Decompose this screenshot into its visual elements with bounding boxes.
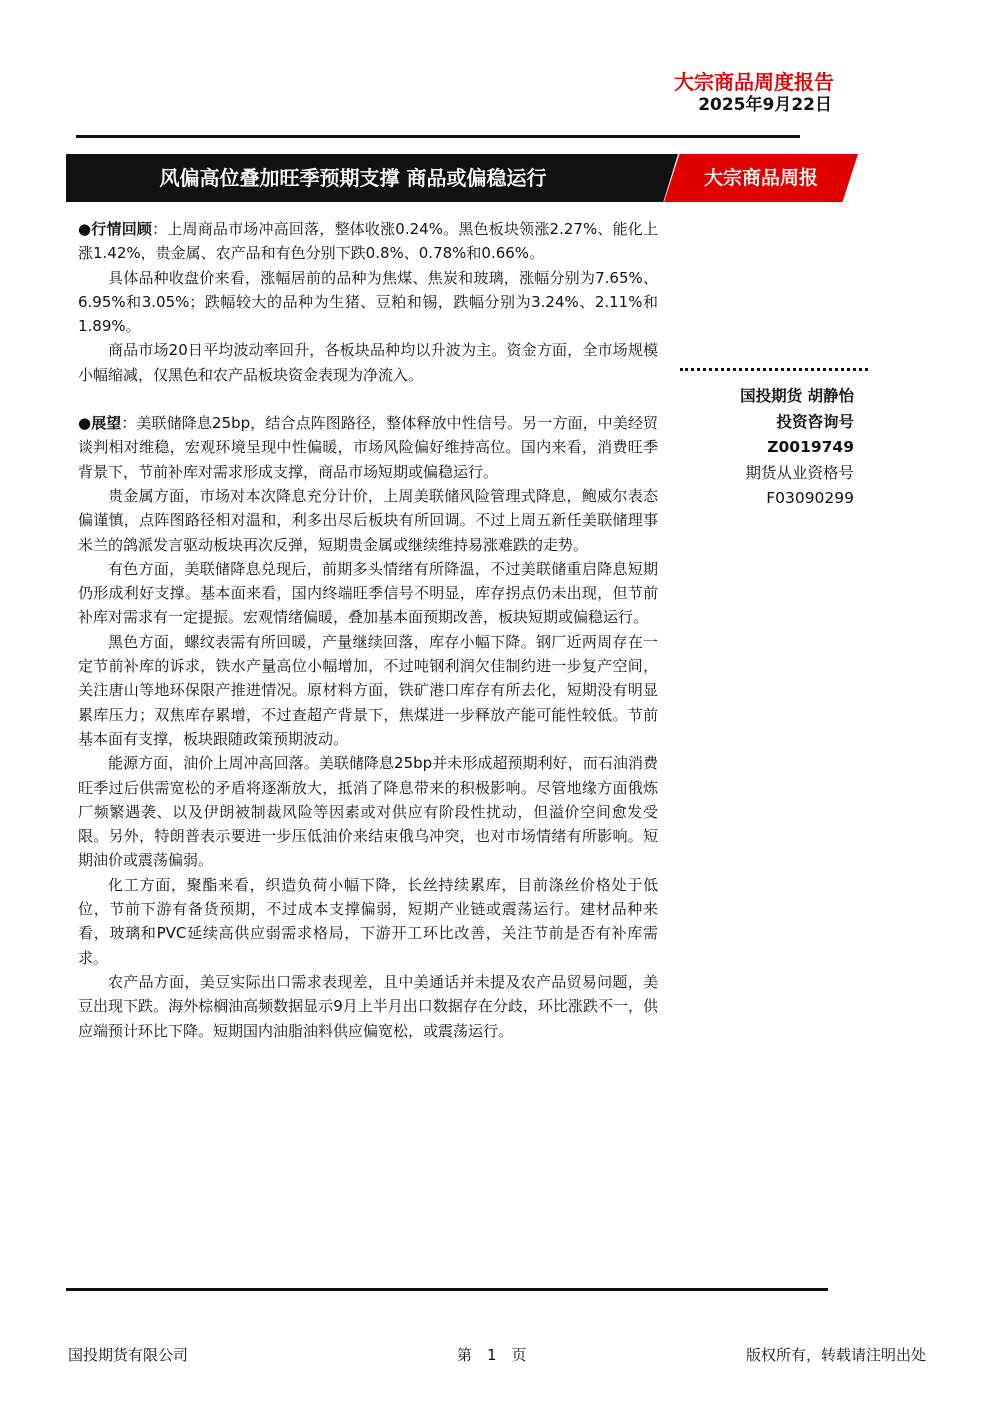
bottom-divider [66, 1288, 828, 1291]
outlook-paragraph-7: 农产品方面，美豆实际出口需求表现差，且中美通话并未提及农产品贸易问题，美豆出现下跌。海外棕榈油高频数据显示9月上半月出口数据存在分歧，环比涨跌不一，供应端预计环比下降。短期国内油脂油料供应偏宽松，或震荡运行。 [78, 972, 658, 1040]
section-tag-label: 大宗商品周报 [703, 167, 818, 189]
report-date: 2025年9月22日 [698, 95, 832, 115]
author-company: 国投期货 胡静怡 [740, 387, 854, 405]
footer-company: 国投期货有限公司 [68, 1346, 189, 1364]
qualification-number: F03090299 [766, 489, 854, 507]
consult-label: 投资咨询号 [776, 412, 854, 431]
consult-number: Z0019749 [767, 438, 854, 456]
review-paragraph-3: 商品市场20日平均波动率回升，各板块品种均以升波为主。资金方面，全市场规模小幅缩减，仅黑色和农产品板块资金表现为净流入。 [78, 341, 658, 384]
outlook-paragraph-1 [78, 411, 658, 484]
outlook-paragraph-4: 黑色方面，螺纹表需有所回暖，产量继续回落，库存小幅下降。钢厂近两周存在一定节前补库的诉求，铁水产量高位小幅增加，不过吨钢利润欠佳制约进一步复产空间，关注唐山等地环保限产推进情况。原材料方面，铁矿港口库存有所去化，短期没有明显累库压力；双焦库存累增，不过查超产背景下，焦煤进一步释放产能可能性较低。节前基本面有支撑，板块跟随政策预期波动。 [78, 632, 658, 748]
outlook-paragraph-5: 能源方面，油价上周冲高回落。美联储降息25bp并未形成超预期利好，而石油消费旺季过后供需宽松的矛盾将逐渐放大，抵消了降息带来的积极影响。尽管地缘方面俄炼厂频繁遇袭、以及伊朗被制裁风险等因素或对供应有阶段性扰动，但溢价空间愈发受限。另外，特朗普表示要进一步压低油价来结束俄乌冲突，也对市场情绪有所影响。短期油价或震荡偏弱。 [78, 754, 658, 870]
section-gap [78, 387, 658, 411]
page-number: 第 1 页 [457, 1346, 527, 1364]
report-name: 大宗商品周度报告 [674, 70, 834, 94]
outlook-text-1: ：美联储降息25bp，结合点阵图路径，整体释放中性信号。另一方面，中美经贸谈判相对维稳，宏观环境呈现中性偏暖，市场风险偏好维持高位。国内来看，消费旺季背景下，节前补库对需求形成支撑，商品市场短期或偏稳运行。 [78, 414, 658, 481]
review-text-1: ：上周商品市场冲高回落，整体收涨0.24%。黑色板块领涨2.27%、能化上涨1.42%，贵金属、农产品和有色分别下跌0.8%、0.78%和0.66%。 [78, 220, 658, 263]
review-lead: ●行情回顾 [78, 220, 153, 238]
report-body [78, 217, 658, 1043]
outlook-paragraph-6: 化工方面，聚酯来看，织造负荷小幅下降，长丝持续累库，目前涤丝价格处于低位，节前下游有备货预期，不过成本支撑偏弱，短期产业链或震荡运行。建材品种来看，玻璃和PVC延续高供应弱需求格局，下游开工环比改善，关注节前是否有补库需求。 [78, 875, 658, 967]
outlook-paragraph-2: 贵金属方面，市场对本次降息充分计价，上周美联储风险管理式降息，鲍威尔表态偏谨慎，点阵图路径相对温和，利多出尽后板块有所回调。不过上周五新任美联储理事米兰的鸽派发言驱动板块再次反弹，短期贵金属或继续维持易涨难跌的走势。 [78, 486, 658, 554]
author-block [686, 384, 854, 512]
author-divider [680, 368, 868, 371]
outlook-paragraph-3: 有色方面，美联储降息兑现后，前期多头情绪有所降温，不过美联储重启降息短期仍形成利好支撑。基本面来看，国内终端旺季信号不明显，库存拐点仍未出现，但节前补库对需求有一定提振。宏观情绪偏暖，叠加基本面预期改善，板块短期或偏稳运行。 [78, 559, 658, 627]
qualification-label: 期货从业资格号 [745, 463, 854, 482]
review-paragraph-2: 具体品种收盘价来看，涨幅居前的品种为焦煤、焦炭和玻璃，涨幅分别为7.65%、6.95%和3.05%；跌幅较大的品种为生猪、豆粕和锡，跌幅分别为3.24%、2.11%和1.89%。 [78, 268, 658, 336]
report-title: 风偏高位叠加旺季预期支撑 商品或偏稳运行 [159, 166, 547, 190]
top-divider [76, 135, 800, 138]
outlook-lead: ●展望 [78, 414, 122, 433]
footer-rights: 版权所有，转载请注明出处 [745, 1346, 926, 1364]
review-paragraph-1 [78, 217, 658, 266]
